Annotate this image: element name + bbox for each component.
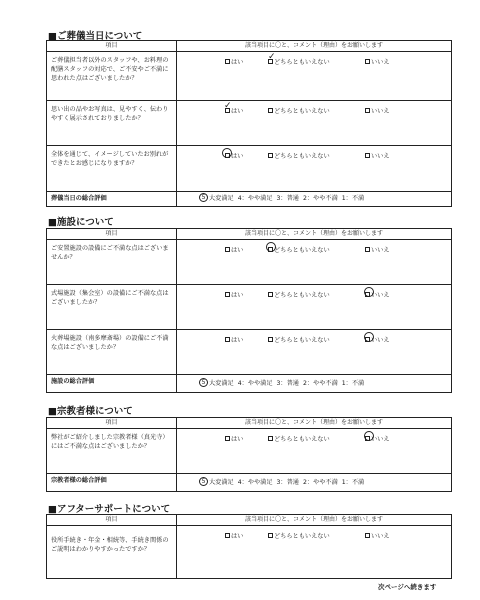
option-neutral[interactable]: どちらともいえない bbox=[268, 335, 330, 344]
answer-cell[interactable] bbox=[177, 429, 451, 473]
circled-answer-icon bbox=[222, 148, 232, 158]
table-header bbox=[47, 41, 451, 52]
question-text: ご葬儀担当者以外のスタッフや、お料理の配膳スタッフの対応で、ご不安やご不満に思われた点はございましたか？ bbox=[47, 52, 177, 100]
table-header bbox=[47, 515, 451, 526]
section-title-aftersupport: ■アフターサポートについて bbox=[48, 504, 171, 515]
header-item: 項目 bbox=[47, 41, 177, 51]
question-row bbox=[47, 526, 451, 578]
option-yes[interactable]: はい bbox=[225, 106, 243, 115]
table-facility bbox=[46, 228, 452, 393]
header-answer: 該当項目に〇と、コメント（理由）をお願いします bbox=[244, 42, 383, 49]
option-no[interactable]: いいえ bbox=[365, 434, 390, 443]
checkbox-icon[interactable] bbox=[225, 59, 230, 64]
checkbox-icon[interactable] bbox=[365, 153, 370, 158]
header-item: 項目 bbox=[47, 515, 177, 525]
table-header bbox=[47, 418, 451, 429]
checkbox-icon[interactable] bbox=[365, 533, 370, 538]
option-no[interactable]: いいえ bbox=[365, 531, 390, 540]
option-neutral[interactable]: どちらともいえない bbox=[268, 531, 330, 540]
header-item: 項目 bbox=[47, 229, 177, 239]
circled-answer-icon bbox=[266, 242, 276, 252]
option-neutral[interactable]: どちらともいえない bbox=[268, 290, 330, 299]
option-yes[interactable]: はい bbox=[225, 531, 243, 540]
header-answer: 該当項目に〇と、コメント（理由）をお願いします bbox=[244, 516, 383, 523]
score-label: 施設の総合評価 bbox=[47, 375, 177, 392]
checkbox-icon[interactable] bbox=[365, 247, 370, 252]
option-yes[interactable]: はい bbox=[225, 151, 243, 160]
table-aftersupport bbox=[46, 514, 452, 579]
question-row bbox=[47, 101, 451, 146]
score-row bbox=[47, 474, 451, 491]
section-title-religious: ■宗教者様について bbox=[48, 406, 133, 417]
question-text: ご安置施設の設備にご不満な点はございませんか？ bbox=[47, 240, 177, 284]
question-text: 火葬場施設（南多摩斎場）の設備にご不満な点はございましたか？ bbox=[47, 330, 177, 374]
section-title-facility: ■施設について bbox=[48, 217, 114, 228]
score-label: 葬儀当日の総合評価 bbox=[47, 192, 177, 206]
score-scale[interactable]: 5 大変満足 4：やや満足 3：普通 2：やや不満 1：不満 bbox=[177, 474, 451, 491]
answer-cell[interactable] bbox=[177, 101, 451, 145]
option-yes[interactable]: はい bbox=[225, 57, 243, 66]
header-item: 項目 bbox=[47, 418, 177, 428]
checkbox-icon[interactable] bbox=[225, 337, 230, 342]
question-row bbox=[47, 240, 451, 285]
checkbox-icon[interactable] bbox=[225, 247, 230, 252]
option-yes[interactable]: はい bbox=[225, 290, 243, 299]
question-text: 役所手続き・年金・相続等、手続き関係のご説明はわかりやすかったですか？ bbox=[47, 526, 177, 578]
circled-answer-icon bbox=[364, 431, 374, 441]
circled-score-icon[interactable]: 5 bbox=[199, 378, 208, 387]
option-yes[interactable]: はい bbox=[225, 335, 243, 344]
answer-cell[interactable] bbox=[177, 330, 451, 374]
checkbox-icon[interactable] bbox=[225, 436, 230, 441]
question-row bbox=[47, 330, 451, 375]
circled-score-icon[interactable]: 5 bbox=[199, 193, 208, 202]
question-row bbox=[47, 429, 451, 474]
checkbox-icon[interactable] bbox=[365, 108, 370, 113]
question-text: 思い出の品やお写真は、見やすく、伝わりやすく展示されておりましたか？ bbox=[47, 101, 177, 145]
option-yes[interactable]: はい bbox=[225, 245, 243, 254]
answer-cell[interactable] bbox=[177, 240, 451, 284]
score-row bbox=[47, 375, 451, 392]
circled-answer-icon bbox=[364, 287, 374, 297]
question-row bbox=[47, 285, 451, 330]
option-neutral[interactable]: どちらともいえない bbox=[268, 106, 330, 115]
score-label: 宗教者様の総合評価 bbox=[47, 474, 177, 491]
question-row bbox=[47, 52, 451, 101]
question-row bbox=[47, 146, 451, 192]
option-no[interactable]: いいえ bbox=[365, 106, 390, 115]
circled-answer-icon bbox=[364, 332, 374, 342]
option-no[interactable]: いいえ bbox=[365, 245, 390, 254]
check-mark-icon: ✓ bbox=[224, 101, 232, 111]
checkbox-icon[interactable] bbox=[365, 59, 370, 64]
option-no[interactable]: いいえ bbox=[365, 290, 390, 299]
section-title-funeral: ■ご葬儀当日について bbox=[48, 31, 143, 42]
checkbox-icon[interactable] bbox=[268, 153, 273, 158]
checkbox-icon[interactable] bbox=[225, 292, 230, 297]
option-no[interactable]: いいえ bbox=[365, 151, 390, 160]
check-mark-icon: ✓ bbox=[268, 52, 276, 62]
option-neutral[interactable]: どちらともいえない bbox=[268, 57, 330, 66]
option-yes[interactable]: はい bbox=[225, 434, 243, 443]
checkbox-icon[interactable] bbox=[268, 337, 273, 342]
answer-cell[interactable] bbox=[177, 526, 451, 578]
score-row bbox=[47, 192, 451, 206]
checkbox-icon[interactable] bbox=[268, 436, 273, 441]
header-answer: 該当項目に〇と、コメント（理由）をお願いします bbox=[244, 419, 383, 426]
question-text: 弊社がご紹介しました宗教者様（真光寺）にはご不満な点はございましたか？ bbox=[47, 429, 177, 473]
checkbox-icon[interactable] bbox=[268, 533, 273, 538]
option-neutral[interactable]: どちらともいえない bbox=[268, 434, 330, 443]
score-scale[interactable]: 5 大変満足 4：やや満足 3：普通 2：やや不満 1：不満 bbox=[177, 375, 451, 392]
header-answer: 該当項目に〇と、コメント（理由）をお願いします bbox=[244, 230, 383, 237]
score-scale[interactable]: 5 大変満足 4：やや満足 3：普通 2：やや不満 1：不満 bbox=[177, 192, 451, 206]
table-header bbox=[47, 229, 451, 240]
option-no[interactable]: いいえ bbox=[365, 57, 390, 66]
table-funeral bbox=[46, 40, 452, 207]
next-page-note: 次ページへ続きます bbox=[378, 583, 437, 591]
circled-score-icon[interactable]: 5 bbox=[199, 477, 208, 486]
answer-cell[interactable] bbox=[177, 52, 451, 100]
checkbox-icon[interactable] bbox=[268, 108, 273, 113]
table-religious bbox=[46, 417, 452, 492]
option-neutral[interactable]: どちらともいえない bbox=[268, 245, 330, 254]
answer-cell[interactable] bbox=[177, 285, 451, 329]
option-no[interactable]: いいえ bbox=[365, 335, 390, 344]
question-text: 全体を通じて、イメージしていたお別れができたとお感じになりますか？ bbox=[47, 146, 177, 191]
option-neutral[interactable]: どちらともいえない bbox=[268, 151, 330, 160]
answer-cell[interactable] bbox=[177, 146, 451, 191]
checkbox-icon[interactable] bbox=[268, 292, 273, 297]
checkbox-icon[interactable] bbox=[225, 533, 230, 538]
question-text: 式場施設（集会室）の設備にご不満な点はございましたか？ bbox=[47, 285, 177, 329]
